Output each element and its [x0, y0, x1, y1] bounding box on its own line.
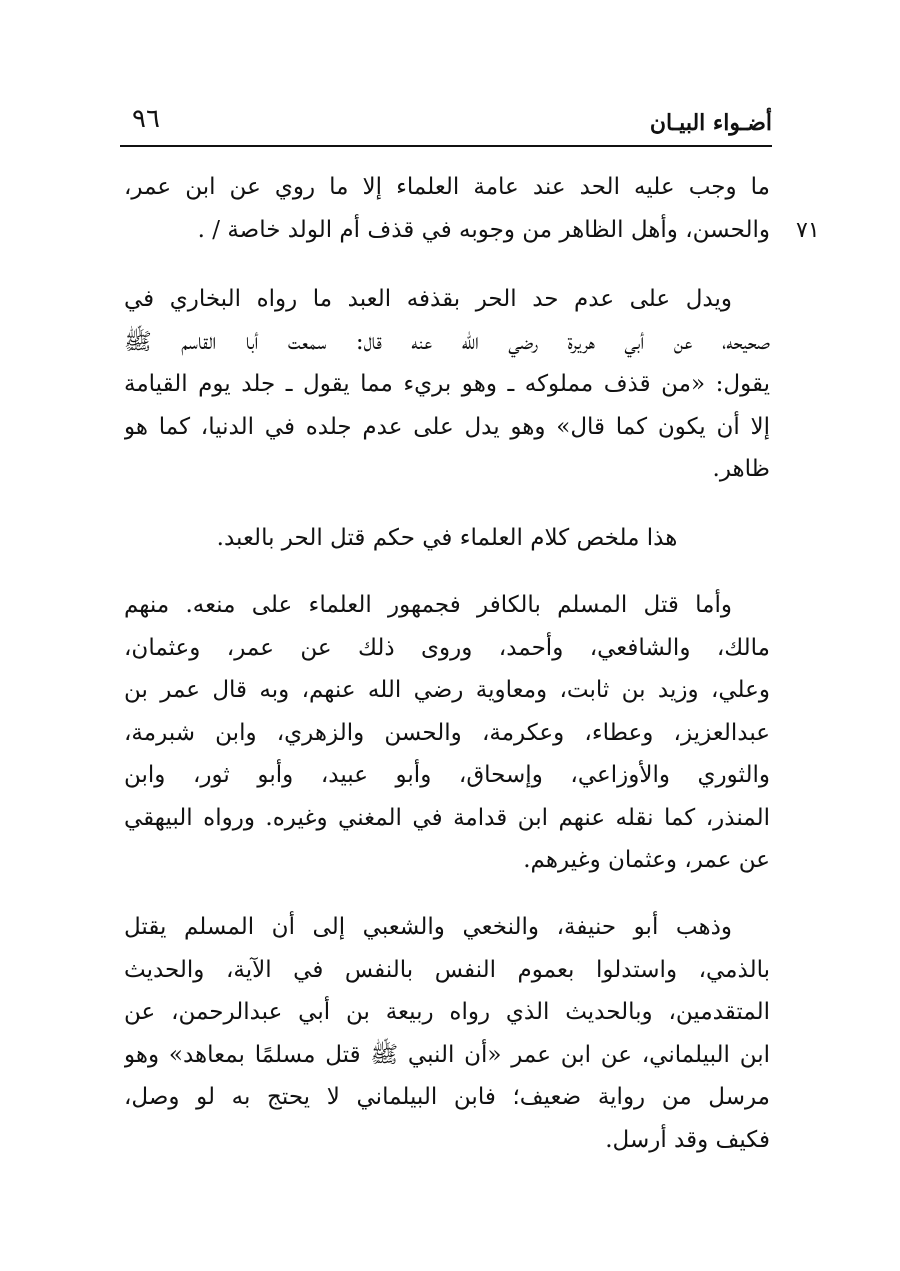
text-line: ظاهر.: [712, 456, 770, 482]
text-line: صحيحه، عن أبي هريرة رضي الله عنه قال: سمعت أبا القاسم ﷺ: [124, 328, 770, 355]
text-line: بالذمي، واستدلوا بعموم النفس بالنفس في الآية، والحديث: [124, 956, 770, 983]
book-title: أضـواء البيـان: [649, 110, 772, 136]
paragraph: [124, 517, 770, 560]
text-line: وعلي، وزيد بن ثابت، ومعاوية رضي الله عنهم، وبه قال عمر بن: [124, 677, 770, 703]
text-line: مرسل من رواية ضعيف؛ فابن البيلماني لا يحتج به لو وصل،: [124, 1084, 770, 1110]
text-line: مالك، والشافعي، وأحمد، وروى ذلك عن عمر، وعثمان،: [124, 634, 770, 661]
paragraph: [124, 278, 770, 491]
text-line: وأما قتل المسلم بالكافر فجمهور العلماء على منعه. منهم: [124, 592, 732, 618]
text-line: وذهب أبو حنيفة، والنخعي والشعبي إلى أن المسلم يقتل: [124, 914, 732, 940]
paragraph: [124, 166, 770, 251]
text-line: المتقدمين، وبالحديث الذي رواه ربيعة بن أبي عبدالرحمن، عن: [124, 999, 770, 1025]
text-line: عن عمر، وعثمان وغيرهم.: [523, 847, 770, 873]
text-line: ابن البيلماني، عن ابن عمر «أن النبي ﷺ قتل مسلمًا بمعاهد» وهو: [124, 1041, 770, 1068]
text-line: والثوري والأوزاعي، وإسحاق، وأبو عبيد، وأبو ثور، وابن: [124, 762, 770, 788]
page-number: ٩٦: [132, 104, 160, 134]
paragraph: [124, 584, 770, 882]
header-rule: [120, 145, 772, 147]
paragraph: [124, 906, 770, 1161]
text-line: إلا أن يكون كما قال» وهو يدل على عدم جلده في الدنيا، كما هو: [124, 413, 770, 440]
text-line: هذا ملخص كلام العلماء في حكم قتل الحر بالعبد.: [216, 525, 678, 551]
text-line: ما وجب عليه الحد عند عامة العلماء إلا ما روي عن ابن عمر،: [124, 174, 770, 200]
text-line: ويدل على عدم حد الحر بقذفه العبد ما رواه البخاري في: [124, 286, 732, 312]
running-header: [120, 104, 772, 144]
text-line: والحسن، وأهل الظاهر من وجوبه في قذف أم الولد خاصة / .: [197, 216, 770, 243]
text-line: عبدالعزيز، وعطاء، وعكرمة، والحسن والزهري، وابن شبرمة،: [124, 719, 770, 746]
text-line: فكيف وقد أرسل.: [605, 1126, 770, 1153]
text-line: المنذر، كما نقله عنهم ابن قدامة في المغني وغيره. ورواه البيهقي: [124, 804, 770, 831]
margin-page-reference: ٧١: [796, 218, 820, 243]
text-line: يقول: «من قذف مملوكه ـ وهو بريء مما يقول ـ جلد يوم القيامة: [124, 371, 770, 397]
